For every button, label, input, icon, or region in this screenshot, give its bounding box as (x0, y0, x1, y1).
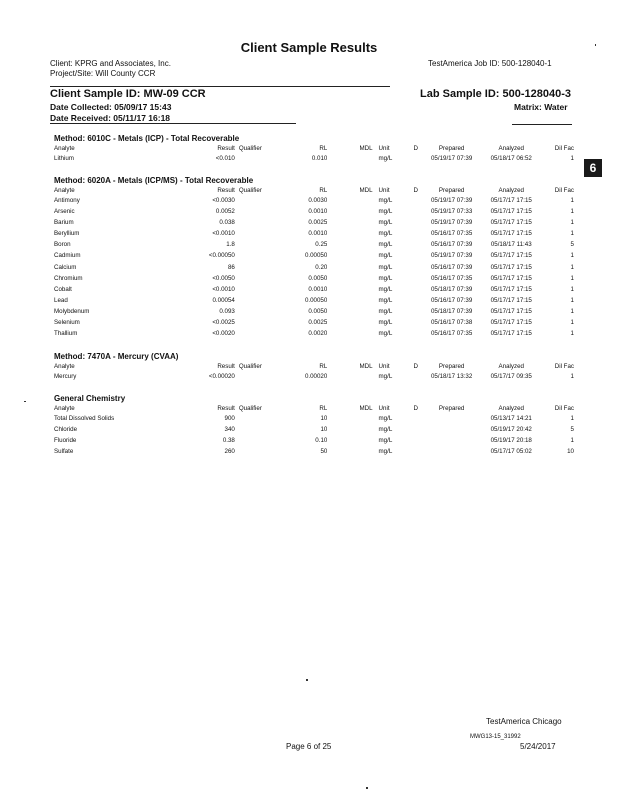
table-row (54, 217, 574, 228)
cell-mdl (327, 413, 372, 424)
table-row (54, 195, 574, 206)
cell-prepared: 05/19/17 07:39 (430, 155, 473, 162)
cell-analyte: Cadmium (54, 252, 81, 260)
cell-dil-fac: 1 (570, 296, 574, 304)
cell-mdl (327, 371, 372, 382)
cell-dil-fac: 1 (570, 274, 574, 282)
received-rule (50, 123, 296, 124)
cell-dil-fac: 1 (570, 319, 574, 327)
cell-rl: 0.010 (311, 155, 328, 162)
scan-speck (306, 679, 308, 681)
cell-analyzed: 05/17/17 17:15 (490, 263, 532, 271)
cell-mdl (327, 195, 372, 206)
cell-dil-fac: 1 (570, 415, 574, 422)
cell-qualifier (235, 262, 282, 273)
cell-analyzed: 05/17/17 09:35 (490, 373, 532, 380)
cell-qualifier (235, 206, 282, 217)
cell-result: <0.0010 (212, 285, 235, 293)
cell-unit: mg/L (378, 415, 393, 422)
project-site: Project/Site: Will County CCR (50, 69, 156, 78)
column-header-analyte: Analyte (54, 145, 75, 152)
table-row (54, 153, 574, 164)
cell-analyte: Barium (54, 219, 74, 227)
cell-rl: 50 (320, 448, 328, 456)
cell-qualifier (235, 239, 282, 250)
table-row (54, 262, 574, 273)
cell-unit: mg/L (378, 307, 393, 315)
cell-qualifier (235, 306, 282, 317)
cell-result: 0.0052 (215, 208, 235, 216)
cell-analyzed: 05/17/17 17:15 (490, 330, 532, 338)
footer-company: TestAmerica Chicago (486, 717, 562, 726)
cell-d (410, 413, 422, 424)
cell-analyzed: 05/13/17 14:21 (490, 415, 532, 422)
column-header-d: D (413, 145, 418, 152)
cell-rl: 10 (320, 415, 328, 422)
cell-dil-fac: 1 (570, 307, 574, 315)
column-header-mdl: MDL (359, 405, 373, 412)
cell-analyzed: 05/17/17 17:15 (490, 296, 532, 304)
cell-mdl (327, 262, 372, 273)
cell-qualifier (235, 217, 282, 228)
cell-prepared: 05/16/17 07:39 (430, 241, 473, 249)
cell-rl: 0.00020 (304, 373, 328, 380)
cell-dil-fac: 1 (570, 219, 574, 227)
cell-qualifier (235, 295, 282, 306)
cell-analyte: Beryllium (54, 230, 80, 238)
cell-d (410, 250, 422, 261)
cell-analyzed: 05/19/17 20:42 (490, 426, 532, 434)
cell-analyte: Cobalt (54, 285, 72, 293)
cell-mdl (327, 435, 372, 446)
column-header-mdl: MDL (359, 145, 373, 152)
table-header-row (54, 362, 574, 371)
method-title: Method: 6010C - Metals (ICP) - Total Recoverable (54, 134, 240, 143)
cell-analyzed: 05/18/17 06:52 (490, 155, 532, 162)
cell-unit: mg/L (378, 330, 393, 338)
column-header-mdl: MDL (359, 187, 373, 194)
cell-analyte: Boron (54, 241, 71, 249)
cell-mdl (327, 239, 372, 250)
cell-prepared (422, 435, 482, 446)
column-header-rl: RL (319, 363, 328, 370)
cell-prepared: 05/16/17 07:35 (430, 230, 473, 238)
cell-analyte: Chromium (54, 274, 83, 282)
column-header-qualifier: Qualifier (238, 405, 262, 412)
cell-qualifier (235, 153, 282, 164)
job-id: TestAmerica Job ID: 500-128040-1 (428, 59, 552, 68)
cell-rl: 0.00050 (304, 252, 328, 260)
cell-analyzed: 05/17/17 17:15 (490, 197, 532, 204)
cell-result: <0.0050 (212, 274, 235, 282)
column-header-dil-fac: Dil Fac (554, 405, 574, 412)
cell-analyte: Selenium (54, 319, 80, 327)
cell-unit: mg/L (378, 241, 393, 249)
table-row (54, 317, 574, 328)
cell-unit: mg/L (378, 296, 393, 304)
cell-d (410, 306, 422, 317)
cell-rl: 0.00050 (304, 296, 328, 304)
cell-mdl (327, 295, 372, 306)
cell-unit: mg/L (378, 219, 393, 227)
cell-result: 0.093 (219, 307, 235, 315)
column-header-prepared: Prepared (438, 363, 465, 370)
column-header-prepared: Prepared (438, 405, 465, 412)
cell-d (410, 262, 422, 273)
matrix: Matrix: Water (514, 102, 568, 112)
cell-qualifier (235, 284, 282, 295)
cell-rl: 10 (320, 426, 328, 434)
cell-d (410, 284, 422, 295)
cell-mdl (327, 273, 372, 284)
cell-result: 1.8 (226, 241, 235, 249)
cell-d (410, 239, 422, 250)
cell-qualifier (235, 424, 282, 435)
cell-rl: 0.0010 (308, 285, 328, 293)
cell-d (410, 435, 422, 446)
cell-result: 86 (227, 263, 235, 271)
column-header-analyte: Analyte (54, 363, 75, 370)
column-header-unit: Unit (378, 405, 390, 412)
cell-dil-fac: 1 (570, 330, 574, 338)
cell-analyte: Lithium (54, 155, 74, 162)
table-row (54, 295, 574, 306)
table-row (54, 413, 574, 424)
cell-d (410, 328, 422, 339)
column-header-qualifier: Qualifier (238, 187, 262, 194)
cell-analyzed: 05/17/17 17:15 (490, 285, 532, 293)
cell-prepared: 05/19/17 07:39 (430, 219, 473, 227)
cell-d (410, 217, 422, 228)
cell-analyzed: 05/17/17 17:15 (490, 307, 532, 315)
column-header-rl: RL (319, 405, 328, 412)
cell-result: 0.38 (222, 437, 235, 445)
cell-analyte: Molybdenum (54, 307, 90, 315)
column-header-prepared: Prepared (438, 145, 465, 152)
cell-d (410, 317, 422, 328)
table-header-row (54, 186, 574, 195)
cell-d (410, 424, 422, 435)
table-row (54, 424, 574, 435)
cell-analyte: Total Dissolved Solids (54, 415, 115, 422)
table-header-row (54, 404, 574, 413)
cell-prepared: 05/19/17 07:39 (430, 197, 473, 204)
cell-dil-fac: 1 (570, 285, 574, 293)
column-header-result: Result (217, 187, 235, 194)
cell-rl: 0.0010 (308, 230, 328, 238)
cell-prepared: 05/16/17 07:39 (430, 296, 473, 304)
cell-unit: mg/L (378, 437, 393, 445)
cell-dil-fac: 5 (570, 241, 574, 249)
cell-unit: mg/L (378, 252, 393, 260)
cell-analyzed: 05/17/17 17:15 (490, 219, 532, 227)
column-header-d: D (413, 405, 418, 412)
table-row (54, 206, 574, 217)
cell-result: 0.038 (219, 219, 235, 227)
cell-result: 340 (224, 426, 235, 434)
page-title: Client Sample Results (240, 40, 378, 55)
lab-sample-id: Lab Sample ID: 500-128040-3 (420, 88, 572, 100)
cell-unit: mg/L (378, 230, 393, 238)
cell-qualifier (235, 317, 282, 328)
cell-unit: mg/L (378, 155, 393, 162)
scan-speck (366, 787, 368, 789)
cell-qualifier (235, 328, 282, 339)
method-title: Method: 7470A - Mercury (CVAA) (54, 352, 179, 361)
results-table (54, 144, 574, 164)
date-received: Date Received: 05/11/17 16:18 (50, 113, 171, 123)
cell-rl: 0.0010 (308, 208, 328, 216)
cell-dil-fac: 1 (570, 155, 574, 162)
column-header-rl: RL (319, 145, 328, 152)
column-header-dil-fac: Dil Fac (554, 145, 574, 152)
cell-d (410, 206, 422, 217)
cell-d (410, 195, 422, 206)
cell-qualifier (235, 371, 282, 382)
cell-qualifier (235, 435, 282, 446)
cell-d (410, 295, 422, 306)
cell-analyte: Arsenic (54, 208, 75, 216)
cell-result: <0.0025 (212, 319, 235, 327)
cell-qualifier (235, 413, 282, 424)
column-header-analyzed: Analyzed (498, 187, 524, 194)
cell-mdl (327, 206, 372, 217)
column-header-unit: Unit (378, 363, 390, 370)
cell-dil-fac: 1 (570, 208, 574, 216)
cell-dil-fac: 1 (570, 197, 574, 204)
cell-unit: mg/L (378, 208, 393, 216)
table-row (54, 328, 574, 339)
cell-prepared: 05/16/17 07:39 (430, 263, 473, 271)
cell-d (410, 153, 422, 164)
cell-result: <0.00020 (208, 373, 235, 380)
cell-mdl (327, 250, 372, 261)
cell-mdl (327, 306, 372, 317)
column-header-dil-fac: Dil Fac (554, 187, 574, 194)
cell-result: <0.0020 (212, 330, 235, 338)
cell-unit: mg/L (378, 197, 393, 204)
cell-prepared: 05/19/17 07:33 (430, 208, 473, 216)
cell-prepared (422, 413, 482, 424)
cell-mdl (327, 284, 372, 295)
cell-d (410, 371, 422, 382)
client-name: Client: KPRG and Associates, Inc. (50, 59, 171, 68)
table-row (54, 284, 574, 295)
cell-result: 260 (224, 448, 235, 456)
cell-analyte: Mercury (54, 373, 77, 380)
cell-result: <0.0010 (212, 230, 235, 238)
cell-d (410, 446, 422, 457)
cell-qualifier (235, 273, 282, 284)
cell-dil-fac: 1 (570, 230, 574, 238)
cell-prepared: 05/19/17 07:39 (430, 252, 473, 260)
cell-result: <0.00050 (208, 252, 235, 260)
table-row (54, 371, 574, 382)
cell-result: <0.010 (215, 155, 235, 162)
cell-prepared (422, 446, 482, 457)
table-row (54, 435, 574, 446)
cell-dil-fac: 10 (567, 448, 574, 456)
column-header-d: D (413, 363, 418, 370)
cell-mdl (327, 153, 372, 164)
footer-page: Page 6 of 25 (286, 742, 332, 751)
cell-rl: 0.25 (315, 241, 328, 249)
cell-mdl (327, 328, 372, 339)
cell-unit: mg/L (378, 448, 393, 456)
cell-analyte: Sulfate (54, 448, 74, 456)
table-row (54, 273, 574, 284)
cell-analyte: Calcium (54, 263, 77, 271)
client-sample-id: Client Sample ID: MW-09 CCR (50, 88, 206, 100)
column-header-qualifier: Qualifier (238, 145, 262, 152)
cell-analyzed: 05/17/17 17:15 (490, 319, 532, 327)
cell-rl: 0.0050 (308, 274, 328, 282)
cell-analyzed: 05/17/17 17:15 (490, 252, 532, 260)
cell-qualifier (235, 446, 282, 457)
cell-prepared: 05/18/17 13:32 (430, 373, 473, 380)
cell-unit: mg/L (378, 373, 393, 380)
column-header-analyzed: Analyzed (498, 405, 524, 412)
cell-rl: 0.0050 (308, 307, 328, 315)
cell-analyzed: 05/17/17 17:15 (490, 208, 532, 216)
table-row (54, 446, 574, 457)
column-header-d: D (413, 187, 418, 194)
cell-qualifier (235, 228, 282, 239)
cell-prepared (422, 424, 482, 435)
column-header-analyte: Analyte (54, 187, 75, 194)
cell-result: 900 (224, 415, 235, 422)
cell-dil-fac: 1 (570, 252, 574, 260)
column-header-analyte: Analyte (54, 405, 75, 412)
cell-qualifier (235, 250, 282, 261)
column-header-result: Result (217, 363, 235, 370)
column-header-dil-fac: Dil Fac (554, 363, 574, 370)
date-collected: Date Collected: 05/09/17 15:43 (50, 102, 172, 112)
section-tab: 6 (584, 159, 602, 177)
matrix-rule (512, 124, 572, 125)
cell-unit: mg/L (378, 274, 393, 282)
column-header-prepared: Prepared (438, 187, 465, 194)
footer-date: 5/24/2017 (520, 742, 556, 751)
cell-analyzed: 05/18/17 11:43 (490, 241, 532, 249)
cell-unit: mg/L (378, 263, 393, 271)
column-header-rl: RL (319, 187, 328, 194)
cell-dil-fac: 1 (570, 263, 574, 271)
cell-prepared: 05/16/17 07:38 (430, 319, 473, 327)
cell-rl: 0.10 (315, 437, 328, 445)
scan-speck (24, 401, 26, 402)
table-row (54, 306, 574, 317)
table-row (54, 228, 574, 239)
column-header-mdl: MDL (359, 363, 373, 370)
scan-speck (595, 44, 596, 46)
cell-analyzed: 05/17/17 17:15 (490, 274, 532, 282)
cell-analyte: Chloride (54, 426, 78, 434)
column-header-qualifier: Qualifier (238, 363, 262, 370)
column-header-unit: Unit (378, 187, 390, 194)
cell-rl: 0.0020 (308, 330, 328, 338)
cell-d (410, 273, 422, 284)
results-table (54, 186, 574, 339)
cell-analyte: Thallium (54, 330, 78, 338)
cell-prepared: 05/16/17 07:35 (430, 330, 473, 338)
cell-prepared: 05/16/17 07:35 (430, 274, 473, 282)
column-header-analyzed: Analyzed (498, 145, 524, 152)
cell-rl: 0.0025 (308, 319, 328, 327)
results-table (54, 362, 574, 382)
cell-mdl (327, 424, 372, 435)
method-title: Method: 6020A - Metals (ICP/MS) - Total Recoverable (54, 176, 254, 185)
header-rule (50, 86, 390, 87)
table-row (54, 250, 574, 261)
cell-analyte: Antimony (54, 197, 80, 204)
cell-analyte: Lead (54, 296, 68, 304)
cell-unit: mg/L (378, 285, 393, 293)
cell-qualifier (235, 195, 282, 206)
method-title: General Chemistry (54, 394, 126, 403)
cell-analyzed: 05/17/17 17:15 (490, 230, 532, 238)
table-header-row (54, 144, 574, 153)
cell-prepared: 05/18/17 07:39 (430, 307, 473, 315)
column-header-analyzed: Analyzed (498, 363, 524, 370)
cell-d (410, 228, 422, 239)
cell-analyzed: 05/17/17 05:02 (490, 448, 532, 456)
column-header-unit: Unit (378, 145, 390, 152)
cell-analyte: Fluoride (54, 437, 77, 445)
cell-mdl (327, 228, 372, 239)
column-header-result: Result (217, 145, 235, 152)
footer-doc-code: MWG13-15_31992 (470, 734, 521, 740)
cell-unit: mg/L (378, 319, 393, 327)
cell-result: <0.0030 (212, 197, 235, 204)
cell-prepared: 05/18/17 07:39 (430, 285, 473, 293)
column-header-result: Result (217, 405, 235, 412)
table-row (54, 239, 574, 250)
cell-mdl (327, 317, 372, 328)
cell-rl: 0.20 (315, 263, 328, 271)
cell-result: 0.00054 (212, 296, 235, 304)
cell-rl: 0.0025 (308, 219, 328, 227)
cell-mdl (327, 446, 372, 457)
cell-unit: mg/L (378, 426, 393, 434)
cell-dil-fac: 1 (570, 373, 574, 380)
results-table (54, 404, 574, 457)
cell-rl: 0.0030 (308, 197, 328, 204)
cell-dil-fac: 5 (570, 426, 574, 434)
cell-mdl (327, 217, 372, 228)
cell-analyzed: 05/19/17 20:18 (490, 437, 532, 445)
cell-dil-fac: 1 (570, 437, 574, 445)
